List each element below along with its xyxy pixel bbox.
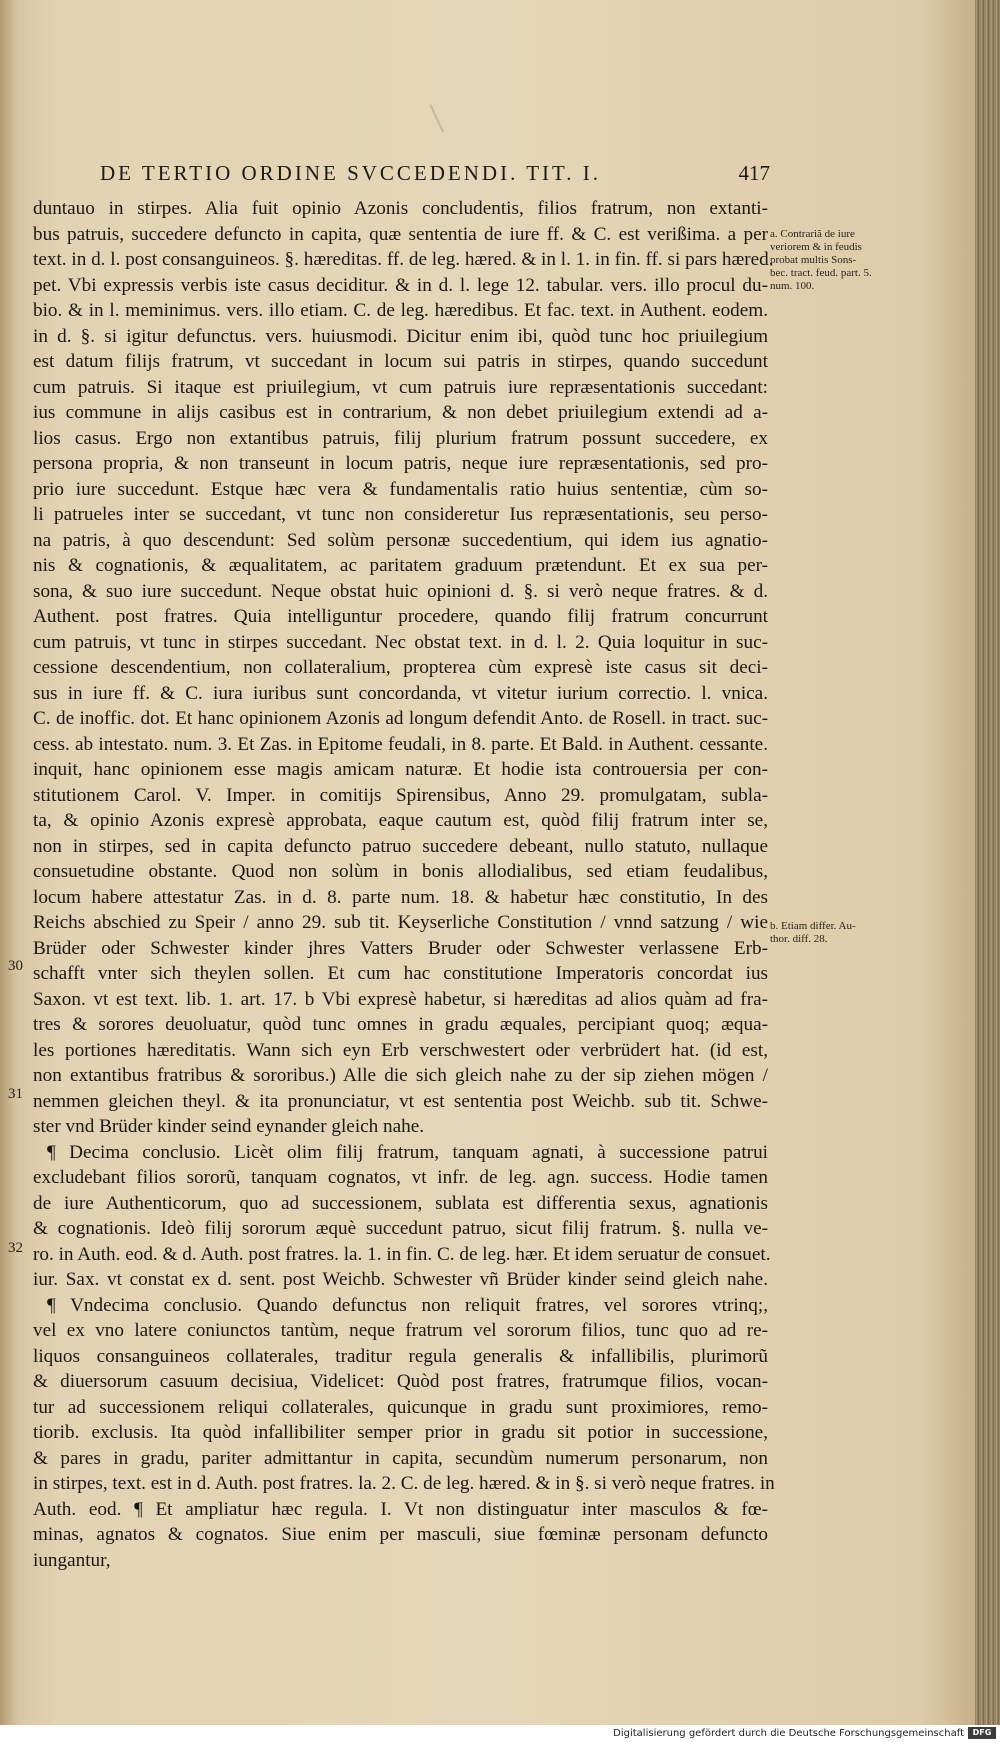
footer-credit: Digitalisierung gefördert durch die Deutsche Forschungsgemeinschaft bbox=[613, 1728, 964, 1739]
text-line: sus in iure ff. & C. iura iuribus sunt concordanda, vt vitetur iurium correctio. l. vnica. bbox=[33, 682, 768, 704]
text-line: text. in d. l. post consanguineos. §. hæreditas. ff. de leg. hæred. & in l. 1. in fin. ff. si pars hæred. bbox=[33, 249, 774, 270]
text-line: consuetudine obstante. Quod non solùm in bonis allodialibus, sed etiam feudalibus, bbox=[33, 861, 768, 882]
text-line: minas, agnatos & cognatos. Siue enim per masculi, siue fœminæ personam defuncto bbox=[33, 1524, 768, 1545]
running-header bbox=[100, 161, 770, 191]
line-number: 30 bbox=[8, 958, 23, 974]
text-line: de iure Authenticorum, quo ad successionem, sublata est differentia sexus, agnationis bbox=[33, 1192, 768, 1214]
margin-note-a bbox=[770, 228, 882, 293]
margin-note-line: veriorem & in feudis bbox=[770, 241, 862, 253]
book-page-edges bbox=[975, 0, 1000, 1725]
text-line: prio iure succedunt. Estque hæc vera & fundamentalis ratio huius sententiæ, cùm so- bbox=[33, 478, 768, 500]
text-line: excludebant filios sororũ, tanquam cognatos, vt infr. de leg. agn. success. Hodie tamen bbox=[33, 1167, 768, 1188]
dfg-logo: DFG bbox=[968, 1727, 996, 1739]
header-title: DE TERTIO ORDINE SVCCEDENDI. TIT. I. bbox=[100, 161, 602, 185]
text-line: ro. in Auth. eod. & d. Auth. post fratres. la. 1. in fin. C. de leg. hær. Et idem seruatur de consuet. bbox=[33, 1243, 771, 1265]
text-line: & diuersorum casuum decisiua, Videlicet: Quòd post fratres, fratrumque filios, vocan- bbox=[33, 1371, 768, 1392]
text-line: lios casus. Ergo non extantibus patruis, filij plurium fratrum possunt succedere, ex bbox=[33, 427, 768, 449]
text-line: bus patruis, succedere defuncto in capita, quæ sententia de iure ff. & C. est verißima. a per bbox=[33, 223, 768, 245]
text-line: est datum filijs fratrum, vt succedant in locum sui patris in stirpes, quando succedunt bbox=[33, 351, 768, 372]
text-line: in d. §. si igitur defunctus. vers. huiusmodi. Dicitur enim ibi, quòd tunc hoc priuilegium bbox=[33, 325, 768, 347]
text-line: ¶ Vndecima conclusio. Quando defunctus non reliquit fratres, vel sorores vtrinq;, bbox=[47, 1294, 768, 1316]
body-text bbox=[33, 196, 775, 1573]
margin-note-line: a. Contrariã de iure bbox=[770, 228, 855, 240]
text-line: duntauo in stirpes. Alia fuit opinio Azonis concludentis, filios fratrum, non extanti- bbox=[33, 198, 768, 219]
text-line: & pares in gradu, pariter admittantur in capita, secundùm numerum personarum, non bbox=[33, 1447, 768, 1469]
margin-note-line: b. Etiam differ. Au- bbox=[770, 920, 856, 932]
text-line: tiorib. exclusis. Ita quòd infallibiliter semper prior in gradu sit potior in successione, bbox=[33, 1422, 768, 1443]
text-line: cum patruis. Si itaque est priuilegium, vt cum patruis iure repræsentationis succedant: bbox=[33, 376, 768, 398]
text-line: tur ad successionem reliqui collaterales, quicunque in gradu sunt proximiores, remo- bbox=[33, 1396, 768, 1418]
text-line: persona propria, & non transeunt in locum patris, neque iure repræsentationis, sed pro- bbox=[33, 453, 768, 474]
text-line: locum habere attestatur Zas. in d. 8. parte num. 18. & habetur hæc constitutio, In des bbox=[33, 886, 768, 908]
digitization-footer bbox=[0, 1725, 1000, 1742]
text-line: Authent. post fratres. Quia intelliguntur procedere, quando filij fratrum concurrunt bbox=[33, 606, 768, 627]
text-line: nemmen gleichen theyl. & ita pronunciatur, vt est sententia post Weichb. sub tit. Schwe- bbox=[33, 1090, 768, 1112]
text-line: stitutionem Carol. V. Imper. in comitijs Spirensibus, Anno 29. promulgatam, subla- bbox=[33, 784, 768, 806]
margin-note-line: thor. diff. 28. bbox=[770, 933, 828, 945]
text-line: non extantibus fratribus & sororibus.) Alle die sich gleich nahe zu der sip ziehen mögen / bbox=[33, 1065, 768, 1086]
text-line: ius commune in alijs casibus est in contrarium, & non debet priuilegium extendi ad a- bbox=[33, 402, 768, 423]
text-line: schafft vnter sich theylen sollen. Et cum hac constitutione Imperatoris concordat ius bbox=[33, 963, 768, 984]
text-line: cum patruis, vt tunc in stirpes succedant. Nec obstat text. in d. l. 2. Quia loquitur in suc- bbox=[33, 631, 768, 653]
text-line: na patris, à quo descendunt: Sed solùm personæ succedentium, qui idem ius agnatio- bbox=[33, 529, 768, 551]
text-line: C. de inoffic. dot. Et hanc opinionem Azonis ad longum defendit Anto. de Rosell. in tract. suc- bbox=[33, 708, 768, 729]
text-line: iur. Sax. vt constat ex d. sent. post Weichb. Schwester vñ Brüder kinder seind gleich nahe. bbox=[33, 1269, 768, 1290]
text-line: tres & sorores deuoluatur, quòd tunc omnes in gradu æquales, percipiant quoq; æqua- bbox=[33, 1014, 768, 1035]
text-line: ster vnd Brüder kinder seind eynander gleich nahe. bbox=[33, 1116, 425, 1137]
margin-note-line: probat multis Sons- bbox=[770, 254, 857, 266]
text-line: bio. & in l. meminimus. vers. illo etiam. C. de leg. hæredibus. Et fac. text. in Authent. eodem. bbox=[33, 300, 768, 321]
text-line: vel ex vno latere coniunctos tantùm, neque fratrum vel sororum filios, tunc quo ad re- bbox=[33, 1320, 768, 1341]
text-line: li patrueles inter se succedant, vt tunc non consideretur Ius repræsentationis, seu perso- bbox=[33, 504, 768, 525]
page-number: 417 bbox=[738, 161, 770, 185]
text-line: cessione descendentium, non collateralium, propterea cùm expresè iste casus sit deci- bbox=[33, 657, 768, 678]
margin-note-b bbox=[770, 920, 882, 946]
line-number: 31 bbox=[8, 1086, 23, 1102]
text-line: non in stirpes, sed in capita defuncto patruo succedere debeant, nullo statuto, nullaque bbox=[33, 835, 768, 857]
text-line: Reichs abschied zu Speir / anno 29. sub tit. Keyserliche Constitution / vnnd satzung / wie bbox=[33, 912, 768, 933]
text-line: iungantur, bbox=[33, 1549, 111, 1571]
text-line: ¶ Decima conclusio. Licèt olim filij fratrum, tanquam agnati, à successione patrui bbox=[47, 1141, 768, 1163]
text-line: in stirpes, text. est in d. Auth. post fratres. la. 2. C. de leg. hæred. & in §. si verò neque fratres. in bbox=[33, 1473, 775, 1494]
text-line: ta, & opinio Azonis expresè approbata, eaque cautum est, quòd filij fratrum inter se, bbox=[33, 810, 768, 831]
text-line: Brüder oder Schwester kinder jhres Vatters Bruder oder Schwester verlassene Erb- bbox=[33, 937, 768, 959]
text-line: & cognationis. Ideò filij sororum æquè succedunt patruo, sicut filij fratrum. §. nulla ve- bbox=[33, 1218, 768, 1239]
text-line: inquit, hanc opinionem esse magis amicam naturæ. Et hodie ista controuersia per con- bbox=[33, 759, 768, 780]
text-line: Auth. eod. ¶ Et ampliatur hæc regula. I. Vt non distinguatur inter masculos & fœ- bbox=[33, 1498, 768, 1520]
line-number: 32 bbox=[8, 1240, 23, 1256]
text-line: liquos consanguineos collaterales, traditur regula generalis & infallibilis, plurimorũ bbox=[33, 1345, 768, 1367]
margin-note-line: num. 100. bbox=[770, 280, 815, 292]
ink-smudge bbox=[430, 98, 459, 133]
text-line: cess. ab intestato. num. 3. Et Zas. in Epitome feudali, in 8. parte. Et Bald. in Authent. cessante. bbox=[33, 733, 768, 755]
text-line: pet. Vbi expressis verbis iste casus deciditur. & in d. l. lege 12. tabular. vers. illo procul du- bbox=[33, 274, 768, 296]
text-line: nis & cognationis, & æqualitatem, ac paritatem graduum prætendunt. Et ex sua per- bbox=[33, 555, 768, 576]
text-line: sona, & suo iure succedunt. Neque obstat huic opinioni d. §. si verò neque fratres. & d. bbox=[33, 580, 768, 602]
text-line: Saxon. vt est text. lib. 1. art. 17. b Vbi expresè habetur, si hæreditas ad alios quàm ad fra- bbox=[33, 988, 768, 1010]
margin-note-line: bec. tract. feud. part. 5. bbox=[770, 267, 872, 279]
text-line: les portiones hæreditatis. Wann sich eyn Erb verschwestert oder verbrüdert hat. (id est, bbox=[33, 1039, 768, 1061]
